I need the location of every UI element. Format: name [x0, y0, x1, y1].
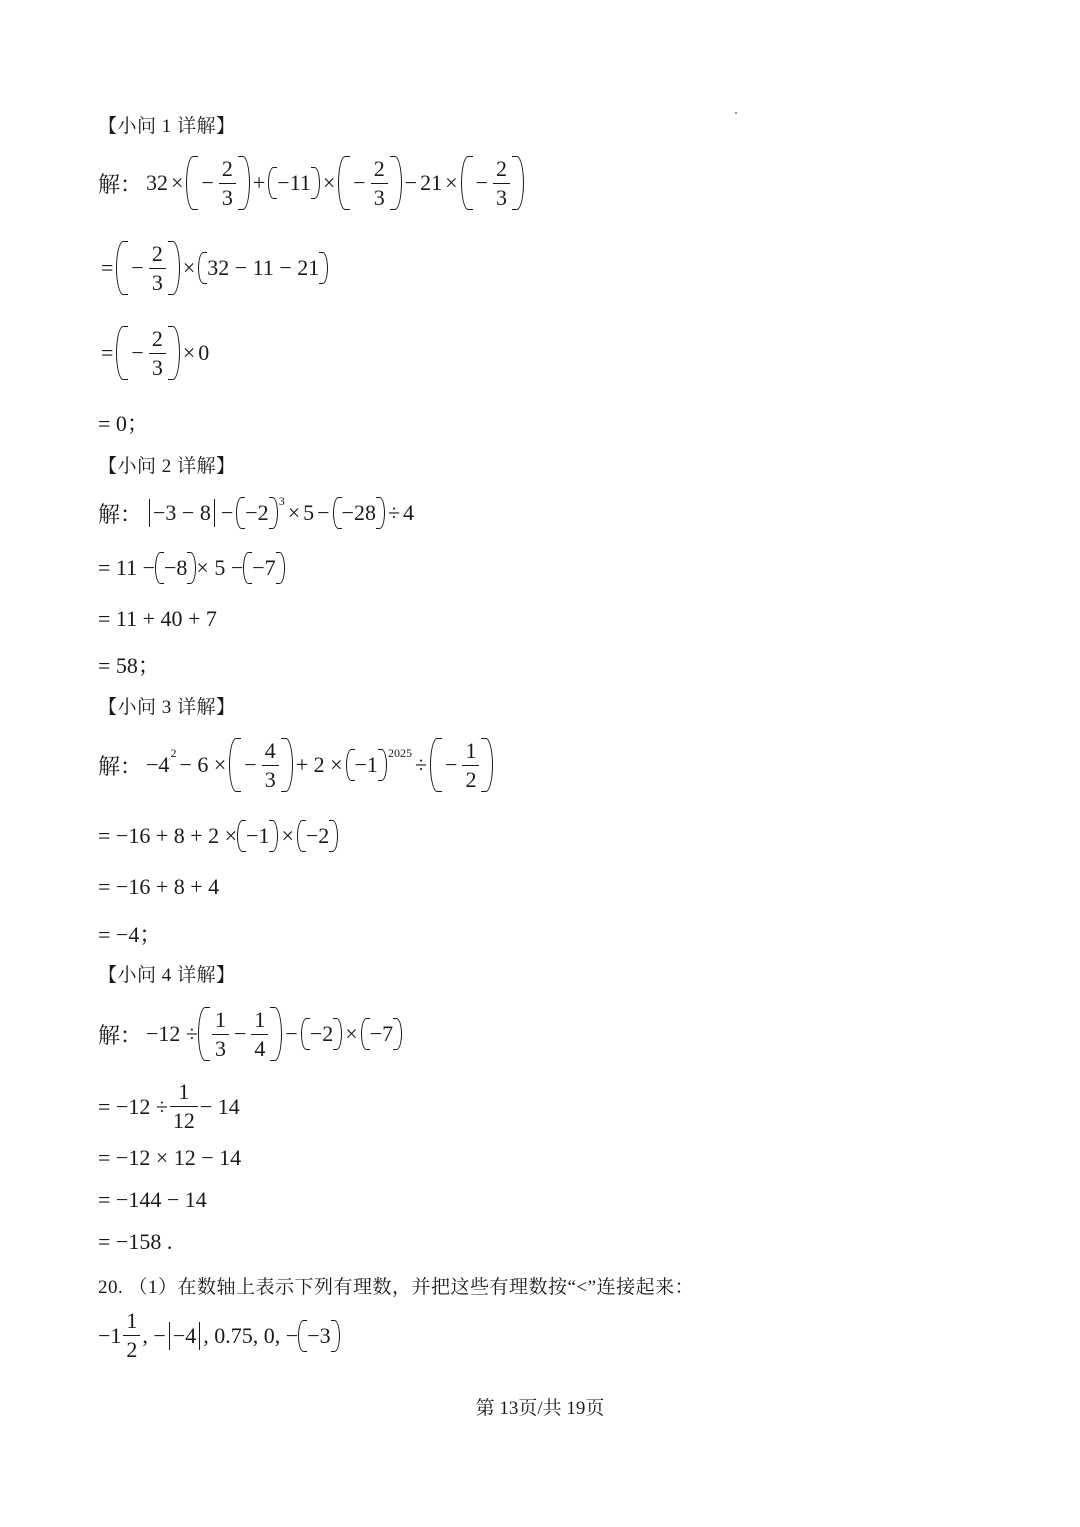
q1-step2: = − $\frac{2}{3}$ × 0 [101, 325, 210, 380]
q4-step1: = −12 ÷ $\frac{1}{12}$ − 14 [98, 1079, 240, 1133]
q2-heading: 【小问 2 详解】 [98, 456, 236, 477]
solve-label: 解： [98, 753, 143, 779]
fraction: $\frac{1}{4}$ [251, 1009, 268, 1060]
abs-bar [149, 499, 150, 527]
fraction: $\frac{1}{3}$ [212, 1009, 229, 1060]
q20-prompt: 20. （1）在数轴上表示下列有理数，并把这些有理数按“<”连接起来： [98, 1277, 695, 1298]
fraction: $\frac{1}{12}$ [170, 1081, 198, 1132]
q3-step1: = −16 + 8 + 2 × −1 × −2 [98, 820, 338, 852]
scan-speck [735, 112, 737, 114]
q1-heading: 【小问 1 详解】 [98, 116, 236, 137]
solve-label: 解： [98, 171, 143, 197]
page-footer: 第 13页/共 19页 [475, 1398, 605, 1419]
q1-expression: 解： 32 × − $\frac{2}{3}$ + −11 × − $\frac{2}{3}$ − 21 × − $\frac{2}{3}$ [98, 156, 524, 210]
q20-number-list: −1 $\frac{1}{2}$ , − −4 , 0.75, 0, − −3 [98, 1310, 340, 1361]
solve-label: 解： [98, 1022, 143, 1048]
q3-heading: 【小问 3 详解】 [98, 697, 236, 718]
q1-step1: = − $\frac{2}{3}$ × 32 − 11 − 21 [98, 241, 328, 295]
paren-group: − $\frac{2}{3}$ [338, 156, 401, 210]
paren-group: − $\frac{2}{3}$ [186, 156, 249, 210]
q4-step3: = −144 − 14 [98, 1187, 207, 1212]
q2-step1: = 11 − −8 × 5 − −7 [98, 552, 285, 584]
q3-step2: = −16 + 8 + 4 [98, 874, 220, 899]
q3-result: = −4； [98, 922, 162, 947]
q2-expression: 解： −3 − 8 − −2 3 × 5 − −28 ÷ 4 [98, 497, 414, 529]
solve-label: 解： [98, 501, 143, 527]
term: 32 [146, 170, 169, 195]
paren-group: − $\frac{2}{3}$ [461, 156, 524, 210]
term: 21 [420, 170, 443, 195]
abs-bar [199, 1322, 200, 1350]
q4-heading: 【小问 4 详解】 [98, 965, 236, 986]
fraction: $\frac{1}{2}$ [462, 740, 479, 791]
fraction: $\frac{2}{3}$ [371, 158, 388, 209]
abs-bar [169, 1322, 170, 1350]
paren-group: −11 [268, 167, 320, 199]
fraction: $\frac{4}{3}$ [262, 740, 279, 791]
q4-expression: 解： −12 ÷ $\frac{1}{3}$ − $\frac{1}{4}$ − −2 × −7 [98, 1007, 402, 1061]
q4-result: = −158 . [98, 1229, 173, 1254]
q2-step2: = 11 + 40 + 7 [98, 606, 217, 631]
q4-step2: = −12 × 12 − 14 [98, 1145, 242, 1170]
fraction: $\frac{2}{3}$ [149, 243, 166, 294]
fraction: $\frac{2}{3}$ [219, 158, 236, 209]
q1-result: = 0； [98, 411, 149, 436]
q2-result: = 58； [98, 653, 160, 678]
fraction: $\frac{2}{3}$ [493, 158, 510, 209]
fraction: $\frac{1}{2}$ [123, 1310, 140, 1361]
abs-bar [214, 499, 215, 527]
q3-expression: 解： −4 2 − 6 × − $\frac{4}{3}$ + 2 × −1 2025 ÷ − $\frac{1}{2}$ [98, 738, 493, 792]
fraction: $\frac{2}{3}$ [149, 328, 166, 379]
